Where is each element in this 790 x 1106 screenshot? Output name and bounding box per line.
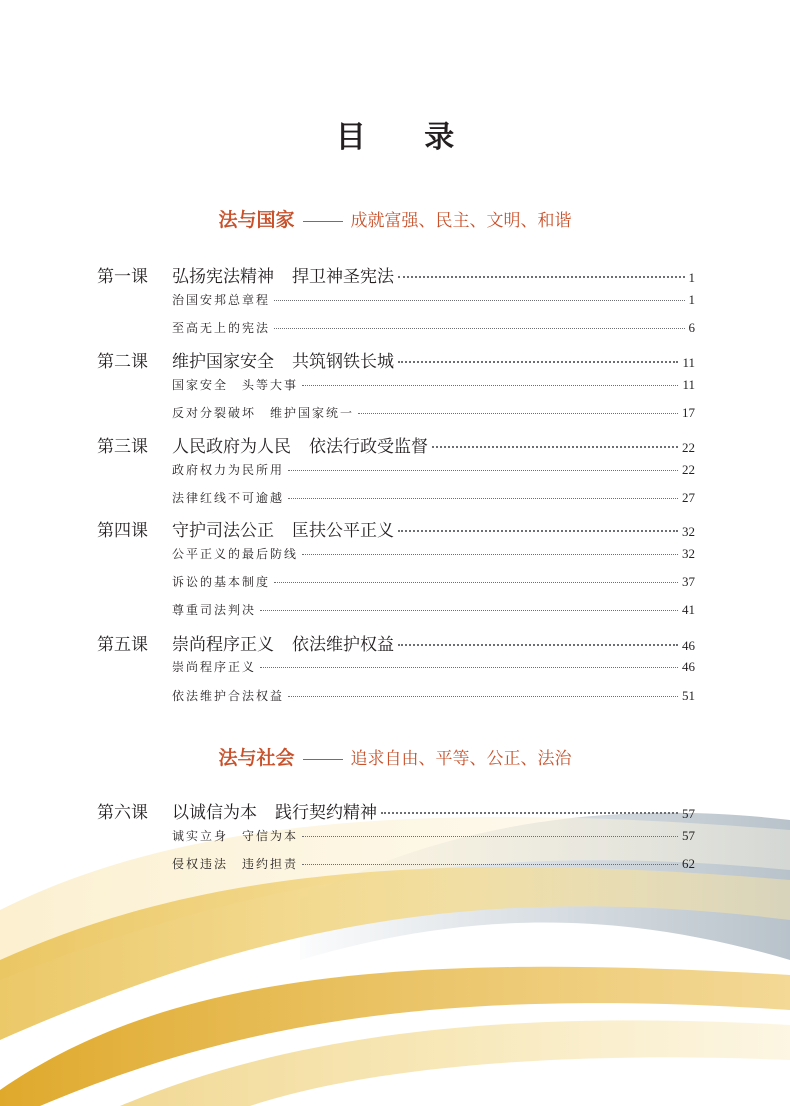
gold-wave <box>0 867 790 1040</box>
page-number: 1 <box>688 292 695 307</box>
section-title: 尊重司法判决 <box>172 603 257 617</box>
lesson-title: 人民政府为人民 依法行政受监督 <box>172 437 428 457</box>
leader-dots <box>398 529 678 532</box>
lesson-entry-3[interactable] <box>97 432 695 457</box>
lesson-number: 第五课 <box>97 635 148 655</box>
leader-dots <box>288 469 678 471</box>
section-title: 政府权力为民所用 <box>172 463 285 477</box>
section-title: 依法维护合法权益 <box>172 689 285 703</box>
page-number: 11 <box>682 355 695 370</box>
leader-dots <box>302 863 678 865</box>
leader-dots <box>398 643 678 646</box>
unit-dash <box>303 759 343 760</box>
lesson-entry-1[interactable] <box>97 262 695 287</box>
page-title: 目 录 <box>335 120 479 155</box>
lesson-title: 维护国家安全 共筑钢铁长城 <box>172 352 394 372</box>
lesson-title: 弘扬宪法精神 捍卫神圣宪法 <box>172 267 394 287</box>
page-number: 62 <box>682 856 695 871</box>
section-entry[interactable] <box>172 376 695 393</box>
leader-dots <box>432 445 678 448</box>
page-number: 57 <box>682 806 695 821</box>
page-number: 32 <box>682 546 695 561</box>
leader-dots <box>398 360 678 363</box>
section-entry[interactable] <box>172 573 695 590</box>
section-title: 至高无上的宪法 <box>172 321 271 335</box>
section-title: 公平正义的最后防线 <box>172 547 299 561</box>
light-gold-wave <box>120 1020 790 1106</box>
section-title: 法律红线不可逾越 <box>172 491 285 505</box>
page-number: 17 <box>682 405 695 420</box>
section-entry[interactable] <box>172 404 695 421</box>
lesson-entry-4[interactable] <box>97 516 695 541</box>
section-entry[interactable] <box>172 461 695 478</box>
section-entry[interactable] <box>172 687 695 704</box>
lesson-title: 以诚信为本 践行契约精神 <box>172 803 377 823</box>
unit-subtitle: 成就富强、民主、文明、和谐 <box>350 211 572 231</box>
leader-dots <box>260 609 678 611</box>
section-title: 崇尚程序正义 <box>172 660 257 674</box>
section-entry[interactable] <box>172 291 695 308</box>
page-number: 46 <box>682 659 695 674</box>
lesson-number: 第三课 <box>97 437 148 457</box>
lesson-number: 第四课 <box>97 521 148 541</box>
section-entry[interactable] <box>172 658 695 675</box>
section-entry[interactable] <box>172 319 695 336</box>
page-number: 11 <box>682 377 695 392</box>
lesson-number: 第二课 <box>97 352 148 372</box>
section-title: 治国安邦总章程 <box>172 293 271 307</box>
page-number: 1 <box>688 270 695 285</box>
section-title: 诉讼的基本制度 <box>172 575 271 589</box>
lesson-number: 第六课 <box>97 803 148 823</box>
section-entry[interactable] <box>172 545 695 562</box>
section-title: 侵权违法 违约担责 <box>172 857 299 871</box>
leader-dots <box>381 811 678 814</box>
deep-gold-wave <box>0 967 790 1106</box>
section-entry[interactable] <box>172 489 695 506</box>
lesson-title: 守护司法公正 匡扶公平正义 <box>172 521 394 541</box>
section-title: 国家安全 头等大事 <box>172 378 299 392</box>
page-number: 41 <box>682 602 695 617</box>
section-title: 诚实立身 守信为本 <box>172 829 299 843</box>
leader-dots <box>358 412 678 414</box>
lesson-entry-6[interactable] <box>97 798 695 823</box>
page-number: 57 <box>682 828 695 843</box>
unit-dash <box>303 221 343 222</box>
page-number: 46 <box>682 638 695 653</box>
page-number: 22 <box>682 440 695 455</box>
section-entry[interactable] <box>172 855 695 872</box>
leader-dots <box>288 497 678 499</box>
page-number: 6 <box>688 320 695 335</box>
leader-dots <box>302 384 678 386</box>
lesson-entry-2[interactable] <box>97 347 695 372</box>
page-number: 27 <box>682 490 695 505</box>
section-title: 反对分裂破坏 维护国家统一 <box>172 406 355 420</box>
page-number: 22 <box>682 462 695 477</box>
page-number: 37 <box>682 574 695 589</box>
lesson-title: 崇尚程序正义 依法维护权益 <box>172 635 394 655</box>
lesson-number: 第一课 <box>97 267 148 287</box>
unit-heading-2 <box>0 743 790 770</box>
lesson-entry-5[interactable] <box>97 630 695 655</box>
leader-dots <box>274 327 684 329</box>
page-number: 51 <box>682 688 695 703</box>
page-number: 32 <box>682 524 695 539</box>
unit-subtitle: 追求自由、平等、公正、法治 <box>350 749 572 769</box>
leader-dots <box>274 299 684 301</box>
unit-title: 法与国家 <box>218 209 295 231</box>
unit-heading-1 <box>0 205 790 232</box>
leader-dots <box>274 581 678 583</box>
leader-dots <box>398 275 685 278</box>
leader-dots <box>260 666 678 668</box>
section-entry[interactable] <box>172 601 695 618</box>
leader-dots <box>288 695 678 697</box>
section-entry[interactable] <box>172 827 695 844</box>
leader-dots <box>302 835 678 837</box>
leader-dots <box>302 553 678 555</box>
unit-title: 法与社会 <box>218 747 295 769</box>
